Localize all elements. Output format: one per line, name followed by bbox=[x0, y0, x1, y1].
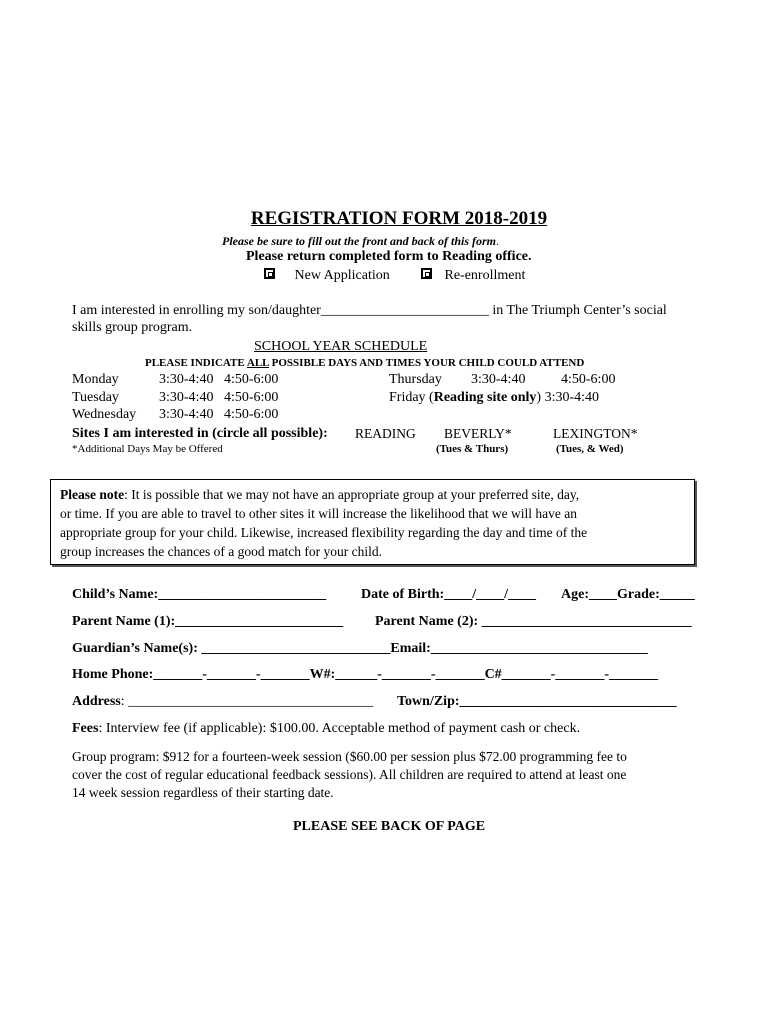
site-beverly[interactable]: BEVERLY* bbox=[444, 426, 512, 441]
phone-field[interactable]: Home Phone:_______-_______-_______W#:______-_______-_______C#_______-_______-_______ bbox=[72, 667, 659, 682]
note-line-4: group increases the chances of a good match for your child. bbox=[60, 544, 383, 559]
site-reading[interactable]: READING bbox=[355, 426, 416, 441]
site-lexington[interactable]: LEXINGTON* bbox=[553, 426, 638, 441]
indicate-pre: PLEASE INDICATE bbox=[145, 357, 247, 369]
re-enrollment-option[interactable] bbox=[421, 268, 525, 284]
thursday-time-2: 4:50-6:00 bbox=[561, 372, 616, 387]
form-title: REGISTRATION FORM 2018-2019 bbox=[250, 208, 548, 229]
thursday-day: Thursday bbox=[389, 372, 442, 387]
re-enrollment-checkbox[interactable] bbox=[421, 268, 432, 279]
wednesday-times: 3:30-4:40 4:50-6:00 bbox=[159, 407, 279, 422]
fees-label: Fees bbox=[72, 721, 99, 736]
return-instruction: Please return completed form to Reading office. bbox=[246, 249, 532, 264]
friday-day: Friday ( bbox=[389, 390, 434, 405]
note-box bbox=[50, 479, 695, 565]
friday-time: 3:30-4:40 bbox=[544, 390, 600, 405]
beverly-days: (Tues & Thurs) bbox=[436, 443, 509, 455]
town-zip-field[interactable]: Town/Zip:_______________________________ bbox=[397, 694, 677, 709]
friday-close: ) bbox=[536, 390, 542, 405]
indicate-all: ALL bbox=[246, 357, 269, 369]
friday-site-note: Reading site only bbox=[433, 390, 537, 405]
schedule-instruction bbox=[145, 357, 584, 369]
friday-row bbox=[389, 390, 599, 406]
group-line-2: cover the cost of regular educational feedback sessions). All children are required to attend at least one bbox=[72, 767, 627, 782]
re-enrollment-label: Re-enrollment bbox=[444, 268, 526, 283]
group-program-text bbox=[72, 748, 627, 802]
address-label: Address bbox=[72, 694, 121, 709]
interest-line-2: skills group program. bbox=[72, 320, 193, 335]
note-line-1-text: : It is possible that we may not have an appropriate group at your preferred site, day, bbox=[124, 487, 580, 502]
additional-days-note: *Additional Days May be Offered bbox=[72, 443, 223, 455]
note-label: Please note bbox=[60, 487, 125, 502]
note-line-2: or time. If you are able to travel to other sites it will increase the likelihood that we will have an bbox=[60, 506, 577, 521]
monday-times: 3:30-4:40 4:50-6:00 bbox=[159, 372, 279, 387]
monday-day: Monday bbox=[72, 372, 119, 387]
group-line-3: 14 week session regardless of their starting date. bbox=[72, 785, 334, 800]
age-grade-field[interactable]: Age:____Grade:_____ bbox=[561, 587, 695, 602]
address-field[interactable] bbox=[72, 694, 373, 710]
date-of-birth-field[interactable]: Date of Birth:____/____/____ bbox=[361, 587, 536, 602]
fees-line bbox=[72, 721, 580, 737]
see-back-notice: PLEASE SEE BACK OF PAGE bbox=[293, 819, 486, 834]
new-application-label: New Application bbox=[294, 268, 390, 283]
childs-name-field[interactable]: Child’s Name:________________________ bbox=[72, 587, 327, 602]
instruction-period: . bbox=[496, 234, 500, 248]
guardian-email-field[interactable]: Guardian’s Name(s): ___________________________Email:_______________________________ bbox=[72, 641, 648, 656]
group-line-1: Group program: $912 for a fourteen-week session ($60.00 per session plus $72.00 programming fee to bbox=[72, 749, 627, 764]
schedule-heading: SCHOOL YEAR SCHEDULE bbox=[254, 339, 428, 354]
parent-name-1-field[interactable]: Parent Name (1):________________________ bbox=[72, 614, 344, 629]
tuesday-day: Tuesday bbox=[72, 390, 119, 405]
interest-line-1: I am interested in enrolling my son/daughter________________________ in The Triumph Center’s social bbox=[72, 303, 667, 318]
new-application-checkbox[interactable] bbox=[264, 268, 275, 279]
new-application-option[interactable] bbox=[264, 268, 390, 284]
instruction-text bbox=[222, 234, 499, 249]
wednesday-day: Wednesday bbox=[72, 407, 137, 422]
parent-name-2-field[interactable]: Parent Name (2): ______________________________ bbox=[375, 614, 692, 629]
fees-text: : Interview fee (if applicable): $100.00. Acceptable method of payment cash or check. bbox=[98, 721, 581, 736]
note-line-3: appropriate group for your child. Likewise, increased flexibility regarding the day and time of the bbox=[60, 525, 588, 540]
indicate-post: POSSIBLE DAYS AND TIMES YOUR CHILD COULD ATTEND bbox=[268, 357, 585, 369]
thursday-time-1: 3:30-4:40 bbox=[471, 372, 526, 387]
note-line-1 bbox=[60, 485, 685, 504]
address-line: : ___________________________________ bbox=[120, 694, 374, 709]
instruction-italic: Please be sure to fill out the front and back of this form bbox=[222, 234, 497, 248]
tuesday-times: 3:30-4:40 4:50-6:00 bbox=[159, 390, 279, 405]
sites-label: Sites I am interested in (circle all possible): bbox=[72, 426, 328, 441]
lexington-days: (Tues, & Wed) bbox=[556, 443, 624, 455]
